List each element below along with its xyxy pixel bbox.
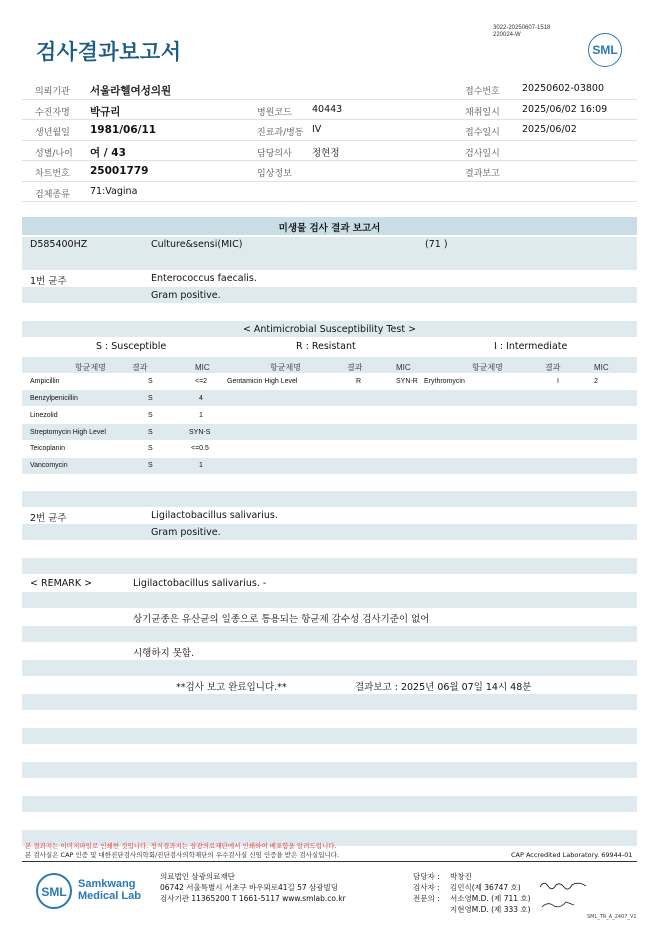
remark-line1: Ligilactobacillus salivarius. - xyxy=(133,578,267,589)
ast-mic: 4 xyxy=(199,395,203,402)
organism2-label: 2번 균주 xyxy=(30,513,67,524)
document-id-line2: 220024-W xyxy=(493,32,521,38)
staff-specialist1: 서소영M.D. (제 711 호) xyxy=(450,894,531,903)
sml-logo-text: SML xyxy=(592,43,618,57)
institution-label: 의뢰기관 xyxy=(35,87,70,97)
organism1-name: Enterococcus faecalis. xyxy=(151,273,257,284)
collected-label: 채취일시 xyxy=(465,107,500,118)
sex-age-label: 성별/나이 xyxy=(35,148,73,159)
stripe xyxy=(22,592,637,608)
remark-line3: 시행하지 못함. xyxy=(133,648,195,659)
specimen-label: 검체종류 xyxy=(35,189,70,200)
org-name: 의료법인 삼광의료재단 xyxy=(160,872,235,881)
footer-logo-text: SML xyxy=(41,885,67,899)
staff-label-tester: 검사자 : xyxy=(413,883,440,892)
org-contact: 검사기관 11365200 T 1661-5117 www.smlab.co.kr xyxy=(160,894,346,903)
chart-no-label: 차트번호 xyxy=(35,169,70,179)
staff-manager: 박창진 xyxy=(450,872,472,881)
footer-logo-line1: Samkwang xyxy=(78,878,136,890)
stripe xyxy=(22,491,637,507)
collected-value: 2025/06/02 16:09 xyxy=(522,103,608,115)
info-row xyxy=(22,100,637,121)
form-code: SML_TR_A_2407_V1 xyxy=(587,914,637,920)
ast-title: < Antimicrobial Susceptibility Test > xyxy=(242,324,417,335)
ast-mic: SYN-R xyxy=(396,378,418,385)
institution-value: 서울라헬여성의원 xyxy=(90,85,172,97)
report-complete-message: **검사 보고 완료입니다.** xyxy=(176,682,287,693)
stripe xyxy=(22,458,637,474)
test-number: (71 ) xyxy=(425,239,448,250)
stripe xyxy=(22,660,637,676)
report-timestamp: 결과보고 : 2025년 06월 07일 14시 48분 xyxy=(355,682,532,693)
receipt-no-label: 접수번호 xyxy=(465,87,500,97)
ast-result: S xyxy=(148,445,153,452)
ast-drug: Teicoplanin xyxy=(30,445,66,452)
ward-code-value: 40443 xyxy=(312,103,343,115)
sml-logo xyxy=(588,33,622,67)
remark-line2: 상기균종은 유산균의 일종으로 통용되는 항균제 감수성 검사기준이 없어 xyxy=(133,614,430,625)
stripe xyxy=(22,796,637,812)
staff-specialist2: 지현영M.D. (제 333 호) xyxy=(450,905,531,914)
stripe xyxy=(22,237,637,254)
ast-result: S xyxy=(148,429,153,436)
tested-label: 검사일시 xyxy=(465,148,500,159)
org-address: 06742 서울특별시 서초구 바우뫼로41길 57 삼광빌딩 xyxy=(160,883,339,892)
doctor-label: 담당의사 xyxy=(257,148,292,159)
organism1-gram: Gram positive. xyxy=(151,290,221,301)
ast-mic: <=2 xyxy=(195,378,208,385)
footer-logo-wordmark xyxy=(78,878,141,902)
footer-logo-circle xyxy=(36,873,72,909)
legend-susceptible: S : Susceptible xyxy=(96,341,167,352)
test-name: Culture&sensi(MIC) xyxy=(151,239,243,250)
ast-mic: 1 xyxy=(199,462,203,469)
examinee-label: 수진자명 xyxy=(35,107,70,118)
specimen-value: 71:Vagina xyxy=(90,185,138,197)
patient-info-table xyxy=(22,79,637,202)
chart-no-value: 25001779 xyxy=(90,165,149,177)
col-header-result: 결과 xyxy=(545,363,561,372)
ast-result: S xyxy=(148,412,153,419)
info-row xyxy=(22,120,637,141)
clinical-info-label: 임상정보 xyxy=(257,169,292,179)
ast-result: S xyxy=(148,395,153,402)
accreditation-notice: 본 검사실은 CAP 인증 및 대한진단검사의학회/진단검사의학재단의 우수검사실 신임 인증을 받은 검사실입니다. xyxy=(25,851,340,859)
ast-drug: Vancomycin xyxy=(30,462,68,469)
col-header-drug: 항균제명 xyxy=(75,363,106,372)
ast-drug: Streptomycin High Level xyxy=(30,429,106,436)
organism2-gram: Gram positive. xyxy=(151,527,221,538)
stripe xyxy=(22,287,637,303)
col-header-drug: 항균제명 xyxy=(270,363,301,372)
stripe xyxy=(22,390,637,406)
ast-result: S xyxy=(148,378,153,385)
ast-drug: Erythromycin xyxy=(424,378,465,385)
dob-label: 생년월일 xyxy=(35,128,70,138)
ast-mic: <=0.5 xyxy=(191,445,209,452)
ast-mic: SYN-S xyxy=(189,429,211,436)
stripe xyxy=(22,424,637,440)
col-header-mic: MIC xyxy=(195,363,210,372)
ast-result: R xyxy=(356,378,362,385)
ast-result: S xyxy=(148,462,153,469)
organism1-label: 1번 균주 xyxy=(30,276,67,287)
ward-code-label: 병원코드 xyxy=(257,107,292,118)
dept-value: IV xyxy=(312,124,322,135)
col-header-mic: MIC xyxy=(396,363,411,372)
remark-label: < REMARK > xyxy=(30,578,93,589)
specialist-signature xyxy=(540,897,580,911)
ast-mic: 1 xyxy=(199,412,203,419)
info-row xyxy=(22,182,637,203)
staff-tester: 김민식(제 36747 호) xyxy=(450,883,521,892)
received-value: 2025/06/02 xyxy=(522,124,577,135)
footer-logo-line2: Medical Lab xyxy=(78,890,141,902)
print-notice: 본 결과지는 이미지파일로 인쇄한 것입니다. 정식결과지는 삼광의료재단에서 인쇄하여 배포함을 알려드립니다. xyxy=(25,842,337,850)
stripe xyxy=(22,558,637,574)
stripe xyxy=(22,524,637,540)
col-header-result: 결과 xyxy=(132,363,148,372)
ast-drug: Gentamicin High Level xyxy=(227,378,298,385)
cap-accreditation: CAP Accredited Laboratory. 69944-01 xyxy=(511,851,633,859)
ast-mic: 2 xyxy=(594,378,598,385)
col-header-result: 결과 xyxy=(347,363,363,372)
test-code: D585400HZ xyxy=(30,239,88,250)
stripe xyxy=(22,694,637,710)
doctor-value: 정현정 xyxy=(312,147,340,159)
footer-divider xyxy=(22,861,637,862)
examinee-value: 박규리 xyxy=(90,105,121,118)
info-row xyxy=(22,161,637,182)
ast-drug: Ampicillin xyxy=(30,378,60,385)
ast-drug: Benzylpenicillin xyxy=(30,395,78,402)
receipt-no-value: 20250602-03800 xyxy=(522,83,605,94)
stripe xyxy=(22,728,637,744)
staff-label-specialist: 전문의 : xyxy=(413,894,440,903)
legend-intermediate: I : Intermediate xyxy=(494,341,568,352)
sex-age-value: 여 / 43 xyxy=(90,146,126,159)
page-title: 검사결과보고서 xyxy=(36,40,182,64)
info-row xyxy=(22,141,637,162)
dept-label: 진료과/병동 xyxy=(257,128,304,138)
received-label: 접수일시 xyxy=(465,128,500,138)
col-header-mic: MIC xyxy=(594,363,609,372)
col-header-drug: 항균제명 xyxy=(472,363,503,372)
organism2-name: Ligilactobacillus salivarius. xyxy=(151,510,278,521)
section-title: 미생물 검사 결과 보고서 xyxy=(278,223,381,234)
stripe xyxy=(22,762,637,778)
report-label: 결과보고 xyxy=(465,169,500,179)
ast-drug: Linezolid xyxy=(30,412,58,419)
stripe xyxy=(22,254,637,270)
ast-result: I xyxy=(557,378,559,385)
tester-signature xyxy=(538,879,588,891)
dob-value: 1981/06/11 xyxy=(90,124,157,136)
info-row xyxy=(22,79,637,100)
stripe xyxy=(22,626,637,642)
legend-resistant: R : Resistant xyxy=(296,341,356,352)
staff-label-manager: 담당자 : xyxy=(413,872,440,881)
document-id-line1: 3022-20250607-1518 xyxy=(493,25,551,31)
document-id xyxy=(493,25,550,39)
